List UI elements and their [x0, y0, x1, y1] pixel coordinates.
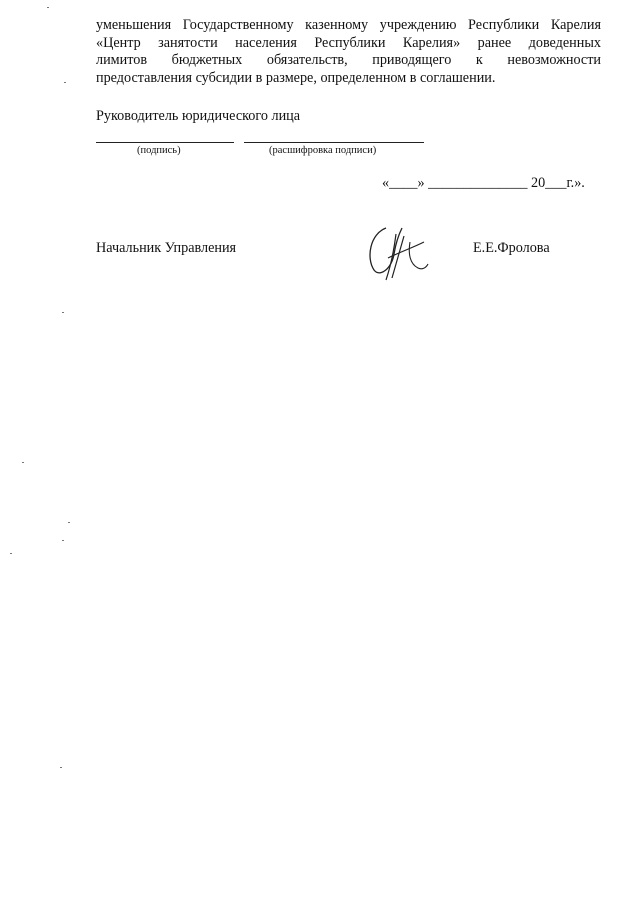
paragraph-line: «Центр занятости населения Республики Карелия» ранее доведенных	[96, 34, 601, 51]
body-paragraph	[96, 17, 601, 87]
handwritten-signature-icon	[366, 224, 432, 282]
paragraph-line: уменьшения Государственному казенному учреждению Республики Карелия	[96, 17, 601, 33]
chief-name: Е.Е.Фролова	[473, 240, 550, 256]
date-line: «____» ______________ 20___г.».	[382, 175, 585, 191]
paragraph-line: лимитов бюджетных обязательств, приводящего к невозможности	[96, 52, 601, 68]
signature-blank-line	[96, 142, 234, 143]
scan-speck	[62, 312, 64, 313]
scan-speck	[47, 7, 49, 8]
scan-speck	[68, 522, 70, 523]
chief-title: Начальник Управления	[96, 240, 237, 256]
scan-speck	[22, 462, 24, 463]
scan-speck	[10, 553, 12, 554]
decoding-caption: (расшифровка подписи)	[269, 145, 377, 156]
head-of-entity-label: Руководитель юридического лица	[96, 108, 301, 124]
scan-speck	[60, 767, 62, 768]
scan-speck	[62, 540, 64, 541]
paragraph-line: предоставления субсидии в размере, определенном в соглашении.	[96, 69, 496, 86]
signature-caption: (подпись)	[137, 145, 181, 156]
decoding-blank-line	[244, 142, 424, 143]
scan-speck	[64, 82, 66, 83]
